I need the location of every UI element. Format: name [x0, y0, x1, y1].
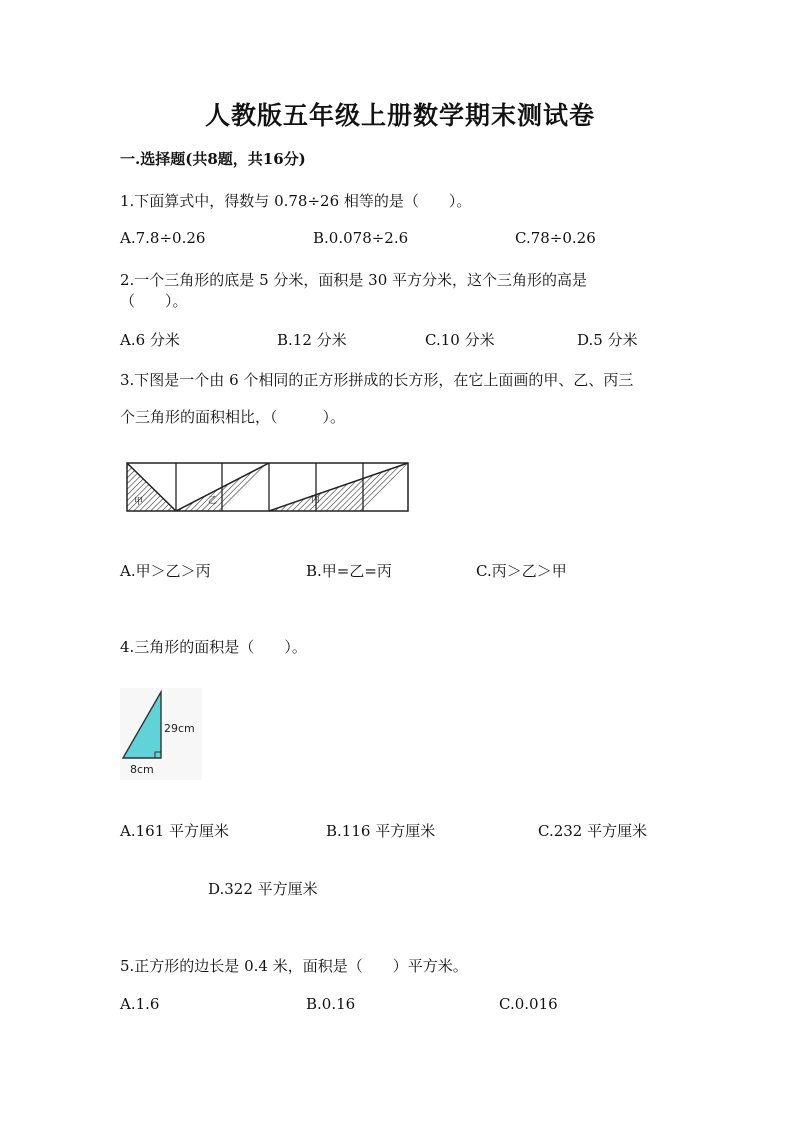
page-title: 人教版五年级上册数学期末测试卷 [204, 101, 595, 130]
question-5-option-a: A.1.6 [120, 995, 160, 1013]
question-2-option-a: A.6 分米 [120, 331, 180, 349]
base-label: 8cm [130, 763, 154, 776]
label-jia: 甲 [134, 497, 144, 507]
label-bing: 丙 [311, 495, 321, 505]
question-3-option-a: A.甲＞乙＞丙 [120, 562, 211, 580]
label-yi: 乙 [208, 496, 218, 506]
question-5-option-b: B.0.16 [306, 995, 356, 1013]
question-2-stem-line1: 2.一个三角形的底是 5 分米，面积是 30 平方分米，这个三角形的高是 [120, 271, 588, 289]
question-2-option-c: C.10 分米 [425, 331, 495, 349]
section-heading: 一.选择题(共8题，共16分) [120, 150, 306, 168]
height-label: 29cm [164, 722, 195, 735]
question-5-option-c: C.0.016 [499, 995, 558, 1013]
question-1-option-c: C.78÷0.26 [515, 229, 596, 247]
question-4-option-b: B.116 平方厘米 [326, 822, 436, 840]
question-4-option-a: A.161 平方厘米 [120, 822, 229, 840]
six-squares-figure [124, 458, 414, 516]
question-3-option-b: B.甲=乙=丙 [306, 562, 392, 580]
question-1-stem: 1.下面算式中，得数与 0.78÷26 相等的是（ ）。 [120, 192, 472, 210]
right-triangle-figure [120, 688, 202, 780]
question-4-option-d: D.322 平方厘米 [208, 880, 318, 898]
question-4-stem: 4.三角形的面积是（ ）。 [120, 638, 307, 656]
question-2-stem-line2: （ ）。 [120, 292, 188, 310]
question-2-option-d: D.5 分米 [577, 331, 638, 349]
question-4-option-c: C.232 平方厘米 [538, 822, 648, 840]
question-3-option-c: C.丙＞乙＞甲 [476, 562, 567, 580]
question-5-stem: 5.正方形的边长是 0.4 米，面积是（ ）平方米。 [120, 957, 468, 975]
question-3-stem-line1: 3.下图是一个由 6 个相同的正方形拼成的长方形，在它上面画的甲、乙、丙三 [120, 371, 634, 389]
question-2-option-b: B.12 分米 [277, 331, 347, 349]
question-1-option-a: A.7.8÷0.26 [120, 229, 206, 247]
question-1-option-b: B.0.078÷2.6 [313, 229, 409, 247]
question-3-stem-line2: 个三角形的面积相比，（ ）。 [120, 408, 346, 426]
